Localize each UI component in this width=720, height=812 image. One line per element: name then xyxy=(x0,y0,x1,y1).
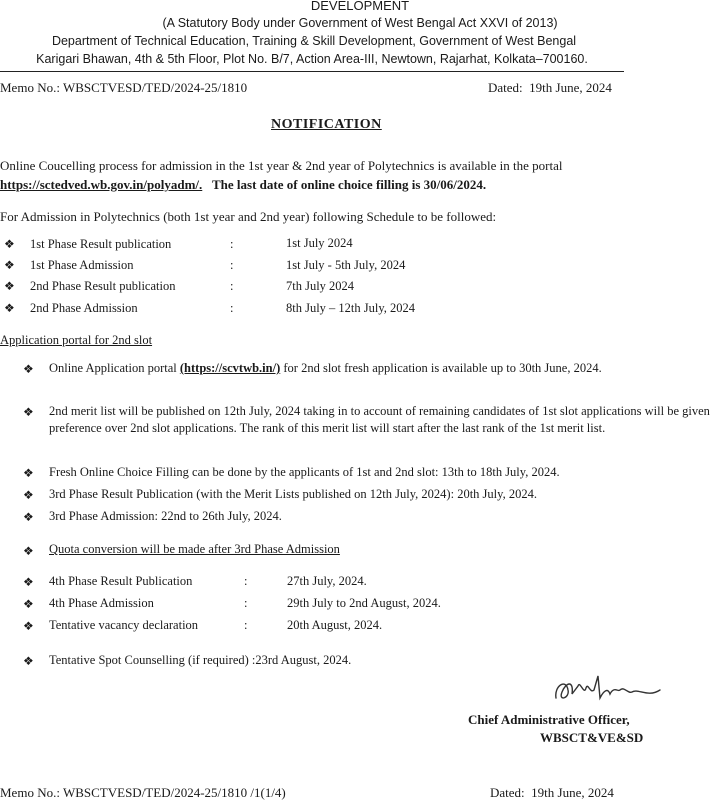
portal-link[interactable]: https://sctedved.wb.gov.in/polyadm/. xyxy=(0,177,203,192)
bullet-icon: ❖ xyxy=(23,654,34,668)
colon: : xyxy=(244,618,248,632)
schedule-value: 27th July, 2024. xyxy=(287,574,367,588)
signature-image xyxy=(548,668,668,710)
schedule-value: 20th August, 2024. xyxy=(287,618,383,632)
colon: : xyxy=(244,596,248,610)
header-org-name: DEVELOPMENT xyxy=(310,0,410,13)
slot2-heading: Application portal for 2nd slot xyxy=(0,333,153,347)
slot2-item-5: 3rd Phase Admission: 22nd to 26th July, 2024. xyxy=(49,509,282,523)
bullet-icon: ❖ xyxy=(4,237,15,251)
schedule-value: 1st July - 5th July, 2024 xyxy=(286,258,406,272)
intro-line-2 xyxy=(0,177,486,193)
header-statutory: (A Statutory Body under Government of West Bengal Act XXVI of 2013) xyxy=(162,16,558,30)
bullet-icon: ❖ xyxy=(23,510,34,524)
last-date-note: The last date of online choice filling is 30/06/2024. xyxy=(212,177,487,192)
bullet-icon: ❖ xyxy=(23,362,34,376)
bullet-icon: ❖ xyxy=(23,466,34,480)
colon: : xyxy=(230,279,234,293)
bullet-icon: ❖ xyxy=(4,258,15,272)
bullet-icon: ❖ xyxy=(23,575,34,589)
intro-line-1: Online Coucelling process for admission in the 1st year & 2nd year of Polytechnics is available in the portal xyxy=(0,158,563,173)
signatory-org: WBSCT&VE&SD xyxy=(540,730,644,745)
bullet-icon: ❖ xyxy=(23,405,34,419)
schedule-label: Tentative vacancy declaration xyxy=(49,618,199,632)
bullet-icon: ❖ xyxy=(23,544,34,558)
footer-memo-date: Dated: 19th June, 2024 xyxy=(490,785,614,800)
schedule-value: 29th July to 2nd August, 2024. xyxy=(287,596,441,610)
slot2-item-4: 3rd Phase Result Publication (with the Merit Lists published on 12th July, 2024): 20th July, 2024. xyxy=(49,487,537,501)
colon: : xyxy=(244,574,248,588)
colon: : xyxy=(230,258,234,272)
colon: : xyxy=(230,301,234,315)
schedule-intro: For Admission in Polytechnics (both 1st year and 2nd year) following Schedule to be followed: xyxy=(0,209,497,224)
schedule-label: 1st Phase Result publication xyxy=(30,237,172,251)
bullet-icon: ❖ xyxy=(23,488,34,502)
header-divider xyxy=(0,71,624,72)
bullet-icon: ❖ xyxy=(4,301,15,315)
slot2-item-1: Online Application portal (https://scvtwb.in/) for 2nd slot fresh application is available up to 30th June, 2024. xyxy=(49,361,602,375)
header-address: Karigari Bhawan, 4th & 5th Floor, Plot No. B/7, Action Area-III, Newtown, Rajarhat, Kolkata–700160. xyxy=(36,52,588,66)
signatory-title: Chief Administrative Officer, xyxy=(468,712,630,727)
footer-memo-number: Memo No.: WBSCTVESD/TED/2024-25/1810 /1(1/4) xyxy=(0,785,286,800)
header-department: Department of Technical Education, Training & Skill Development, Government of West Bengal xyxy=(51,34,577,48)
bullet-icon: ❖ xyxy=(4,279,15,293)
schedule-label: 2nd Phase Result publication xyxy=(30,279,176,293)
schedule-label: 4th Phase Result Publication xyxy=(49,574,193,588)
memo-date: Dated: 19th June, 2024 xyxy=(488,80,612,95)
schedule-value: 1st July 2024 xyxy=(286,236,353,250)
quota-conversion-note: Quota conversion will be made after 3rd Phase Admission xyxy=(49,542,340,556)
bullet-icon: ❖ xyxy=(23,619,34,633)
schedule-label: 1st Phase Admission xyxy=(30,258,134,272)
bullet-icon: ❖ xyxy=(23,597,34,611)
slot2-item-2: 2nd merit list will be published on 12th July, 2024 taking in to account of remaining candidates of 1st slot applications will be given preference over 2nd slot applications. The rank of this merit list will start after the last rank of the 1st merit list. xyxy=(49,404,710,435)
schedule-value: 7th July 2024 xyxy=(286,279,355,293)
colon: : xyxy=(230,237,234,251)
slot2-item-3: Fresh Online Choice Filling can be done by the applicants of 1st and 2nd slot: 13th to 18th July, 2024. xyxy=(49,465,560,479)
schedule-label: 4th Phase Admission xyxy=(49,596,154,610)
schedule-value: 8th July – 12th July, 2024 xyxy=(286,301,416,315)
scvt-portal-link[interactable]: (https://scvtwb.in/) xyxy=(179,361,281,375)
schedule-label: 2nd Phase Admission xyxy=(30,301,138,315)
memo-number: Memo No.: WBSCTVESD/TED/2024-25/1810 xyxy=(0,80,248,95)
notification-title: NOTIFICATION xyxy=(271,117,382,132)
spot-counselling: Tentative Spot Counselling (if required) :23rd August, 2024. xyxy=(49,653,352,667)
